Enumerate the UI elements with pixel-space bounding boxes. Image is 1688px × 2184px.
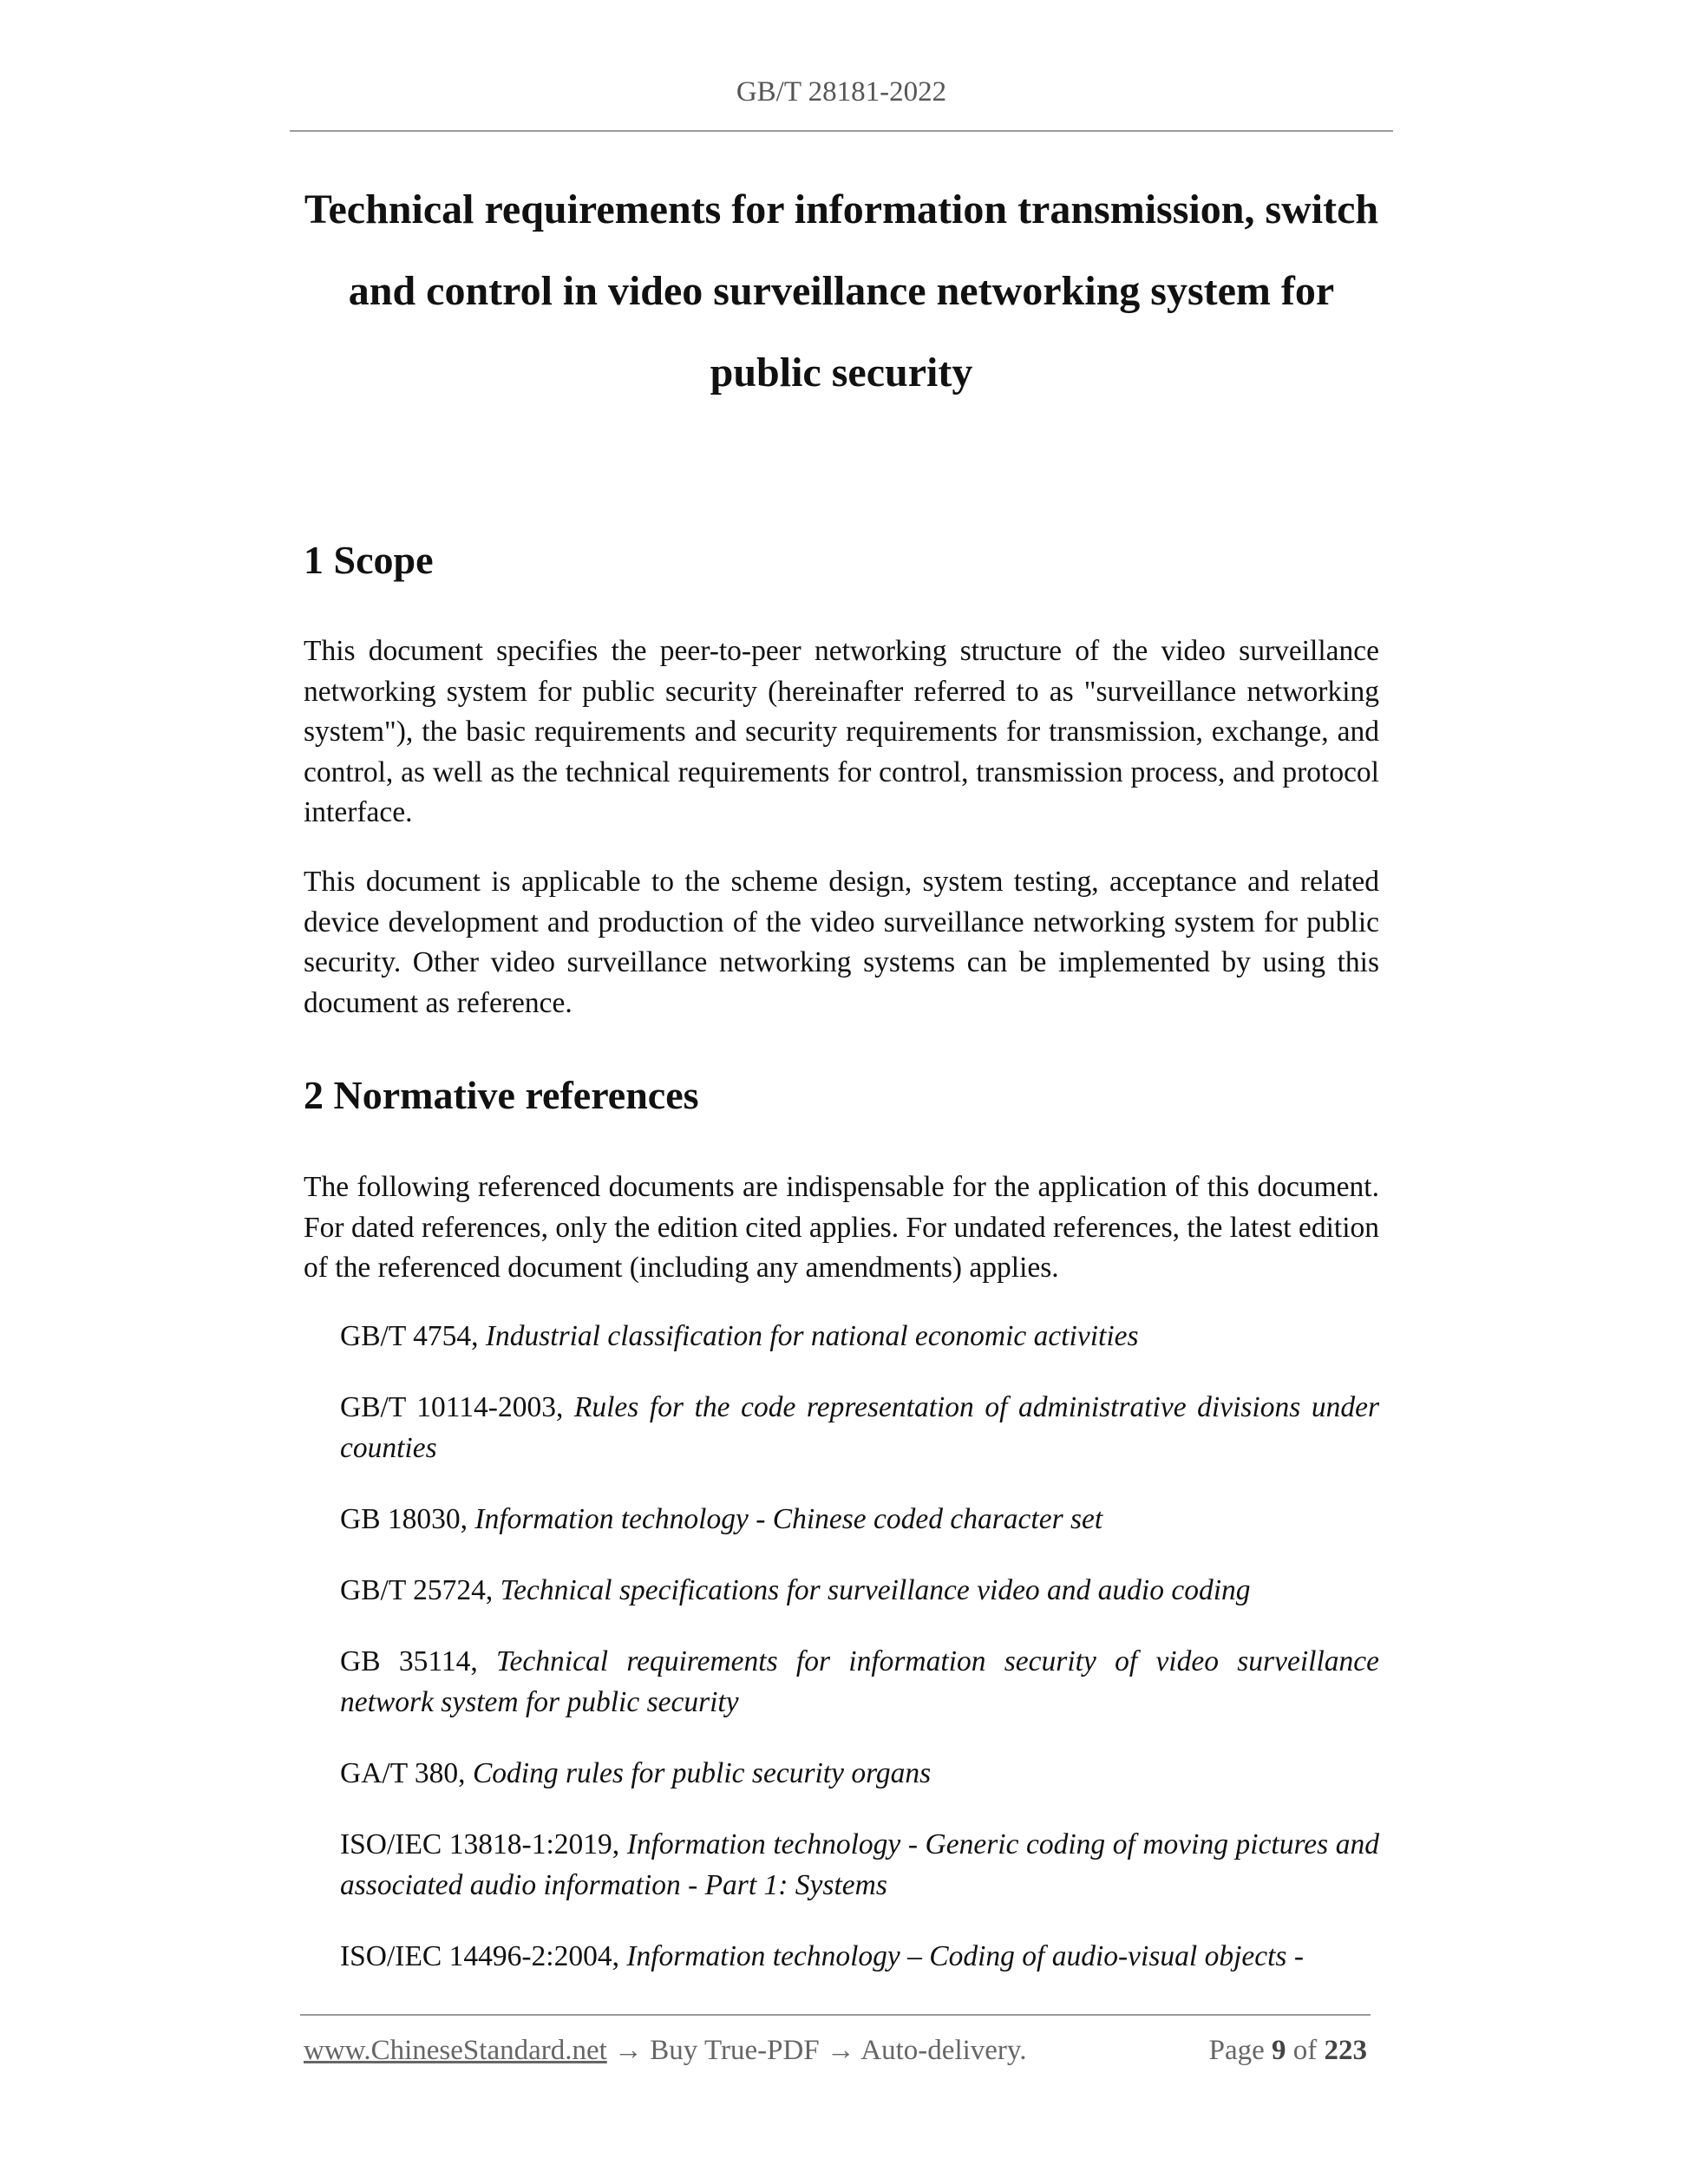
reference-code: GB/T 25724, (340, 1574, 501, 1606)
reference-code: GB/T 4754, (340, 1320, 486, 1352)
reference-item (340, 1642, 1379, 1723)
reference-code: GA/T 380, (340, 1757, 473, 1789)
reference-item (340, 1317, 1379, 1357)
reference-title: Technical specifications for surveillance video and audio coding (500, 1574, 1251, 1606)
page-indicator (1209, 2035, 1367, 2067)
reference-title: Information technology - Generic coding of moving pictures and associated audio information - Part 1: Systems (340, 1828, 1379, 1901)
reference-title: Information technology - Chinese coded character set (474, 1503, 1103, 1535)
reference-title: Information technology – Coding of audio-visual objects - (626, 1940, 1304, 1972)
reference-code: GB/T 10114-2003, (340, 1391, 574, 1423)
title-line-1: Technical requirements for information transmission, switch (304, 186, 1379, 232)
reference-code: ISO/IEC 14496-2:2004, (340, 1940, 627, 1972)
reference-code: ISO/IEC 13818-1:2019, (340, 1828, 627, 1860)
reference-item (340, 1500, 1379, 1540)
title-line-2: and control in video surveillance networking system for (348, 268, 1335, 314)
reference-title: Coding rules for public security organs (472, 1757, 932, 1789)
normative-references-intro: The following referenced documents are indispensable for the application of this document. For dated references, only the edition cited applies. For undated references, the latest edition of the referenced document (including any amendments) applies. (304, 1171, 1379, 1284)
section-1-heading: 1 Scope (304, 538, 434, 582)
reference-item (340, 1388, 1379, 1468)
scope-paragraph-2: This document is applicable to the scheme design, system testing, acceptance and related device development and production of the video surveillance networking system for public security. Other video surveillance networking systems can be implemented by using this document as reference. (304, 866, 1379, 1019)
footer-divider (300, 2014, 1371, 2016)
title-line-3: public security (710, 350, 973, 396)
section-2-heading: 2 Normative references (304, 1073, 699, 1117)
site-link[interactable]: www.ChineseStandard.net (304, 2035, 607, 2066)
reference-item (340, 1571, 1379, 1612)
document-title (290, 169, 1393, 414)
header-divider (290, 130, 1393, 132)
page-total: 223 (1324, 2035, 1367, 2066)
footer-promo-text: → Buy True-PDF → Auto-delivery. (606, 2035, 1027, 2066)
reference-item (340, 1754, 1379, 1795)
page-of: of (1286, 2035, 1325, 2066)
scope-paragraph-1: This document specifies the peer-to-peer networking structure of the video surveillance networking system for public security (hereinafter referred to as "surveillance networking system"), the basic requirements and security requirements for transmission, exchange, and control, as well as the technical requirements for control, transmission process, and protocol interface. (304, 635, 1379, 828)
reference-title: Industrial classification for national economic activities (485, 1320, 1139, 1352)
page-number: 9 (1272, 2035, 1286, 2066)
reference-code: GB 35114, (340, 1645, 496, 1677)
reference-title: Technical requirements for information security of video surveillance network system for public security (340, 1645, 1379, 1718)
running-header: GB/T 28181-2022 (736, 76, 947, 108)
reference-item (340, 1937, 1379, 1978)
page-prefix: Page (1208, 2035, 1272, 2066)
reference-item (340, 1825, 1379, 1906)
reference-title: Rules for the code representation of administrative divisions under counties (340, 1391, 1379, 1464)
footer-promo (304, 2035, 1027, 2067)
reference-code: GB 18030, (340, 1503, 475, 1535)
